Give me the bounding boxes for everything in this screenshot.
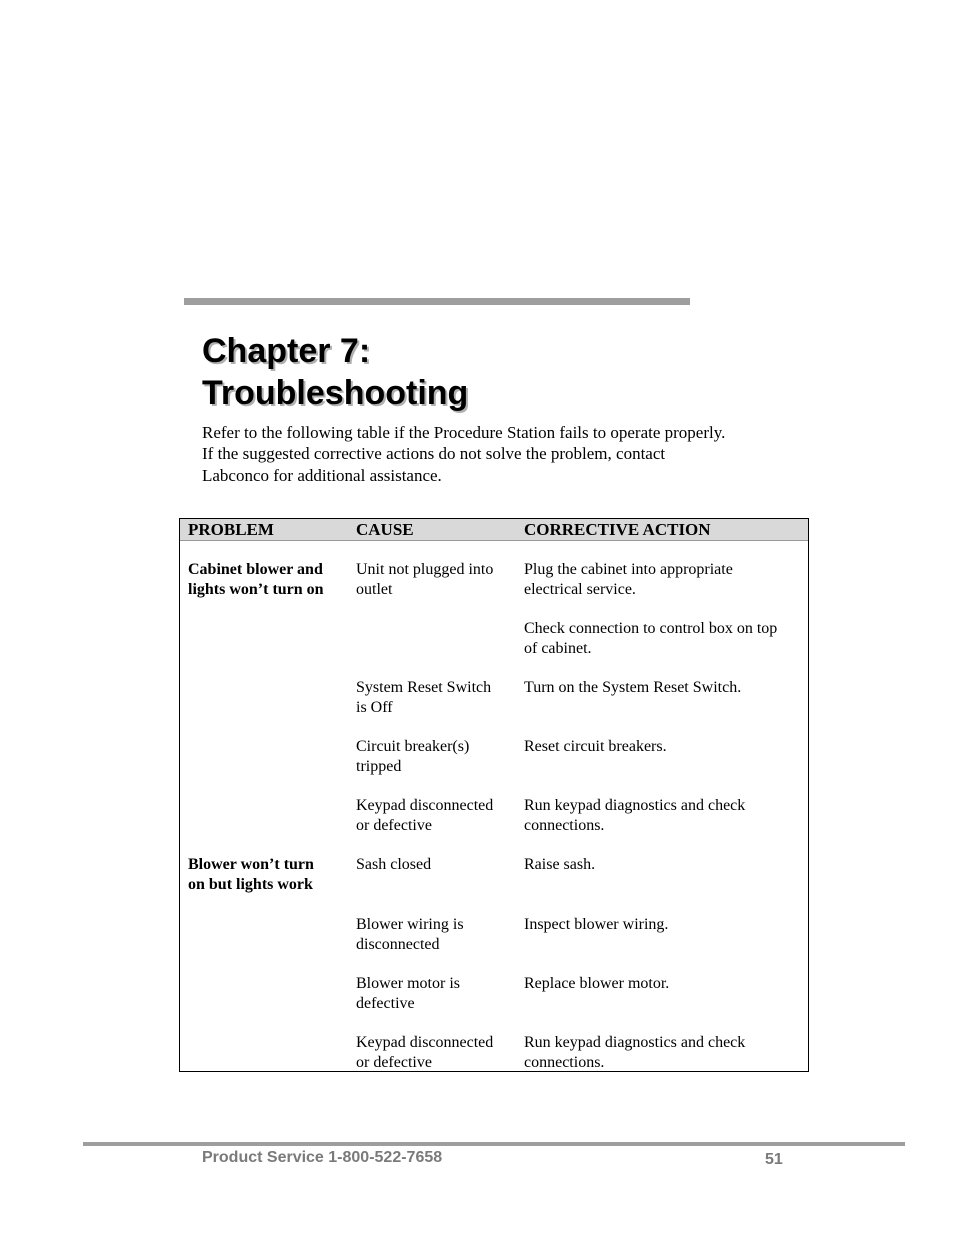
intro-line: Refer to the following table if the Procedure Station fails to operate properly. — [202, 423, 726, 442]
table-row-cause: Blower wiring is disconnected — [356, 916, 464, 953]
table-row-cause: Circuit breaker(s) tripped — [356, 738, 470, 775]
troubleshooting-table — [179, 518, 809, 1072]
table-row-action: Run keypad diagnostics and check connections. — [524, 797, 746, 834]
table-row-cause: Keypad disconnected or defective — [356, 1034, 494, 1071]
table-row-problem: Blower won’t turn on but lights work — [188, 856, 314, 893]
table-row-cause: Unit not plugged into outlet — [356, 561, 494, 598]
table-row-cause: Sash closed — [356, 856, 432, 873]
footer-product-service: Product Service 1-800-522-7658 — [202, 1149, 443, 1166]
intro-line: If the suggested corrective actions do not solve the problem, contact — [202, 444, 666, 464]
table-header-row — [180, 519, 808, 541]
header-problem: PROBLEM — [188, 520, 274, 539]
intro-line: Labconco for additional assistance. — [202, 465, 442, 485]
table-row-action: Reset circuit breakers. — [524, 738, 667, 755]
chapter-top-rule — [184, 298, 690, 305]
header-cause: CAUSE — [356, 520, 414, 539]
table-row-action: Inspect blower wiring. — [524, 916, 669, 933]
table-row-cause: Keypad disconnected or defective — [356, 797, 494, 834]
footer-rule — [83, 1142, 905, 1146]
table-row-action: Raise sash. — [524, 856, 596, 873]
table-row-action: Plug the cabinet into appropriate electrical service. — [524, 561, 733, 598]
table-row-cause: Blower motor is defective — [356, 975, 460, 1012]
table-row-action: Turn on the System Reset Switch. — [524, 679, 742, 696]
table-row-problem: Cabinet blower and lights won’t turn on — [188, 561, 324, 598]
page-number: 51 — [765, 1151, 783, 1168]
intro-paragraph — [202, 422, 802, 486]
table-row-action: Run keypad diagnostics and check connections. — [524, 1034, 746, 1071]
table-row-action: Replace blower motor. — [524, 975, 670, 992]
header-corrective-action: CORRECTIVE ACTION — [524, 520, 711, 539]
chapter-title — [202, 330, 468, 414]
chapter-title-line2: Troubleshooting — [202, 374, 469, 412]
table-row-cause: System Reset Switch is Off — [356, 679, 492, 716]
chapter-title-line1: Chapter 7: — [202, 332, 371, 370]
table-row-action: Check connection to control box on top of cabinet. — [524, 620, 778, 657]
